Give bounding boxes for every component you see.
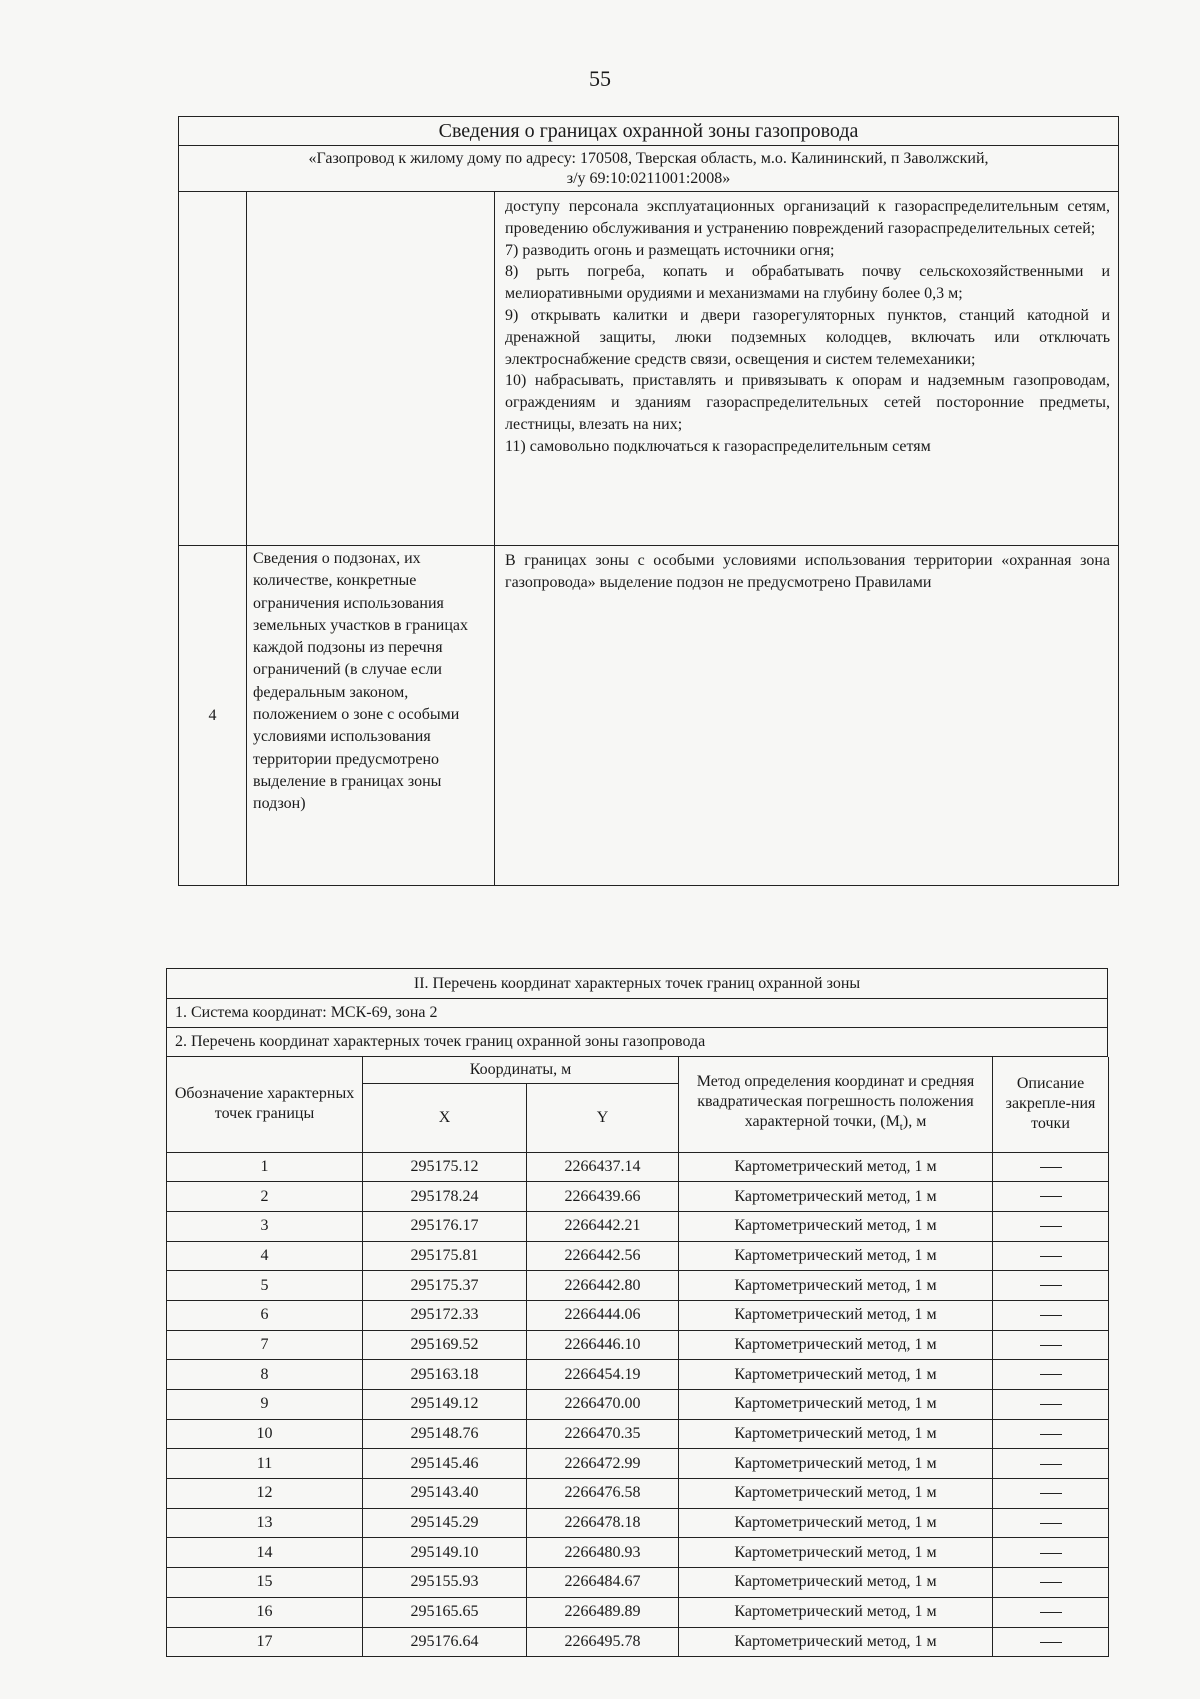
- points-list-title: 2. Перечень координат характерных точек границ охранной зоны газопровода: [167, 1028, 1108, 1057]
- empty-number-cell: [179, 192, 247, 546]
- dash-mark: [1040, 1523, 1062, 1524]
- subzones-label: Сведения о подзонах, их количестве, конкретные ограничения использования земельных участков в границах каждой подзоны из перечня ограничений (в случае если федеральным законом, положением о зоне с особыми условиями использования территории предусмотрено выделение в границах зоны подзон): [247, 546, 495, 886]
- point-description: [993, 1241, 1109, 1271]
- table-row: [167, 1211, 1109, 1241]
- table-row: [167, 1271, 1109, 1301]
- object-name: [179, 146, 1119, 192]
- point-description: [993, 1449, 1109, 1479]
- coord-y: 2266437.14: [527, 1152, 679, 1182]
- restriction-item: 7) разводить огонь и размещать источники огня;: [505, 241, 835, 259]
- table-row: [167, 1627, 1109, 1657]
- point-number: 3: [167, 1211, 363, 1241]
- point-description: [993, 1330, 1109, 1360]
- restriction-item: 9) открывать калитки и двери газорегуляторных пунктов, станций катодной и дренажной защиты, люки подземных колодцев, включать или отключать электроснабжение средств связи, освещения и систем телемеханики;: [505, 306, 1111, 368]
- point-number: 16: [167, 1597, 363, 1627]
- coord-y: 2266444.06: [527, 1300, 679, 1330]
- table-row: [167, 1360, 1109, 1390]
- coordinates-header-table: [166, 968, 1108, 1057]
- point-number: 8: [167, 1360, 363, 1390]
- coord-x: 295178.24: [363, 1182, 527, 1212]
- header-y: Y: [527, 1083, 679, 1152]
- dash-mark: [1040, 1256, 1062, 1257]
- point-description: [993, 1419, 1109, 1449]
- point-number: 17: [167, 1627, 363, 1657]
- coord-x: 295149.10: [363, 1538, 527, 1568]
- point-description: [993, 1300, 1109, 1330]
- header-coordinates: Координаты, м: [363, 1057, 679, 1083]
- coord-x: 295145.46: [363, 1449, 527, 1479]
- coord-y: 2266495.78: [527, 1627, 679, 1657]
- point-number: 10: [167, 1419, 363, 1449]
- method-cell: Картометрический метод, 1 м: [679, 1211, 993, 1241]
- method-cell: Картометрический метод, 1 м: [679, 1627, 993, 1657]
- coordinates-section-title: II. Перечень координат характерных точек границ охранной зоны: [167, 969, 1108, 999]
- method-cell: Картометрический метод, 1 м: [679, 1271, 993, 1301]
- header-designation: Обозначение характерных точек границы: [167, 1057, 363, 1152]
- point-number: 15: [167, 1568, 363, 1598]
- coord-x: 295172.33: [363, 1300, 527, 1330]
- table-row: [167, 1419, 1109, 1449]
- table-row: [167, 1449, 1109, 1479]
- coord-y: 2266472.99: [527, 1449, 679, 1479]
- method-cell: Картометрический метод, 1 м: [679, 1538, 993, 1568]
- object-name-line-1: «Газопровод к жилому дому по адресу: 170508, Тверская область, м.о. Калининский, п Заволжский,: [308, 150, 989, 167]
- coord-x: 295145.29: [363, 1508, 527, 1538]
- point-number: 12: [167, 1479, 363, 1509]
- point-number: 11: [167, 1449, 363, 1479]
- method-cell: Картометрический метод, 1 м: [679, 1597, 993, 1627]
- dash-mark: [1040, 1196, 1062, 1197]
- coord-y: 2266446.10: [527, 1330, 679, 1360]
- point-description: [993, 1152, 1109, 1182]
- point-description: [993, 1271, 1109, 1301]
- coord-y: 2266470.00: [527, 1390, 679, 1420]
- coord-x: 295175.12: [363, 1152, 527, 1182]
- dash-mark: [1040, 1315, 1062, 1316]
- point-number: 4: [167, 1241, 363, 1271]
- dash-mark: [1040, 1493, 1062, 1494]
- point-description: [993, 1568, 1109, 1598]
- method-cell: Картометрический метод, 1 м: [679, 1152, 993, 1182]
- dash-mark: [1040, 1582, 1062, 1583]
- coord-x: 295176.64: [363, 1627, 527, 1657]
- point-number: 9: [167, 1390, 363, 1420]
- point-description: [993, 1390, 1109, 1420]
- point-number: 7: [167, 1330, 363, 1360]
- coord-y: 2266476.58: [527, 1479, 679, 1509]
- coord-x: 295169.52: [363, 1330, 527, 1360]
- restriction-item: 8) рыть погреба, копать и обрабатывать почву сельскохозяйственными и мелиоративными орудиями и механизмами на глубину более 0,3 м;: [505, 263, 1111, 303]
- empty-label-cell: [247, 192, 495, 546]
- header-description: Описание закрепле-ния точки: [993, 1057, 1109, 1152]
- coord-x: 295176.17: [363, 1211, 527, 1241]
- table-row: [167, 1182, 1109, 1212]
- restriction-item: 10) набрасывать, приставлять и привязывать к опорам и надземным газопроводам, ограждениям и зданиям газораспределительных сетей посторонние предметы, лестницы, влезать на них;: [505, 372, 1111, 433]
- table-row: [167, 1300, 1109, 1330]
- method-cell: Картометрический метод, 1 м: [679, 1330, 993, 1360]
- table-row: [167, 1597, 1109, 1627]
- point-number: 5: [167, 1271, 363, 1301]
- dash-mark: [1040, 1167, 1062, 1168]
- coord-y: 2266442.80: [527, 1271, 679, 1301]
- point-number: 1: [167, 1152, 363, 1182]
- restrictions-continuation: [495, 192, 1119, 546]
- page-number: 55: [589, 66, 611, 91]
- point-number: 6: [167, 1300, 363, 1330]
- method-cell: Картометрический метод, 1 м: [679, 1419, 993, 1449]
- table-row: [167, 1538, 1109, 1568]
- header-method: Метод определения координат и средняя квадратическая погрешность положения характерной точки, $(M_t)$, м: [679, 1057, 993, 1152]
- coord-x: 295175.37: [363, 1271, 527, 1301]
- dash-mark: [1040, 1404, 1062, 1405]
- table-row: [167, 1390, 1109, 1420]
- coord-y: 2266442.21: [527, 1211, 679, 1241]
- point-description: [993, 1479, 1109, 1509]
- point-description: [993, 1597, 1109, 1627]
- method-cell: Картометрический метод, 1 м: [679, 1508, 993, 1538]
- table-row: [167, 1241, 1109, 1271]
- table-row: [167, 1152, 1109, 1182]
- point-description: [993, 1508, 1109, 1538]
- table-row: [167, 1330, 1109, 1360]
- restriction-item: доступу персонала эксплуатационных организаций к газораспределительным сетям, проведению обслуживания и устранению повреждений газораспределительных сетей;: [505, 198, 1111, 237]
- dash-mark: [1040, 1285, 1062, 1286]
- table-row: [167, 1508, 1109, 1538]
- method-cell: Картометрический метод, 1 м: [679, 1390, 993, 1420]
- dash-mark: [1040, 1464, 1062, 1465]
- method-cell: Картометрический метод, 1 м: [679, 1300, 993, 1330]
- zone-info-table: [178, 116, 1119, 886]
- point-number: 2: [167, 1182, 363, 1212]
- table-row: [167, 1479, 1109, 1509]
- dash-mark: [1040, 1374, 1062, 1375]
- dash-mark: [1040, 1226, 1062, 1227]
- dash-mark: [1040, 1642, 1062, 1643]
- point-description: [993, 1538, 1109, 1568]
- point-description: [993, 1211, 1109, 1241]
- coord-x: 295149.12: [363, 1390, 527, 1420]
- coord-y: 2266484.67: [527, 1568, 679, 1598]
- coord-x: 295163.18: [363, 1360, 527, 1390]
- method-cell: Картометрический метод, 1 м: [679, 1360, 993, 1390]
- subzones-value: В границах зоны с особыми условиями использования территории «охранная зона газопровода» выделение подзон не предусмотрено Правилами: [495, 546, 1119, 886]
- object-name-line-2: з/у 69:10:0211001:2008»: [566, 170, 731, 187]
- restriction-item: 11) самовольно подключаться к газораспределительным сетям: [505, 437, 931, 455]
- coord-x: 295143.40: [363, 1479, 527, 1509]
- point-description: [993, 1627, 1109, 1657]
- point-description: [993, 1182, 1109, 1212]
- table-row: [167, 1568, 1109, 1598]
- coord-y: 2266480.93: [527, 1538, 679, 1568]
- point-number: 14: [167, 1538, 363, 1568]
- section-title: Сведения о границах охранной зоны газопровода: [179, 117, 1119, 146]
- method-cell: Картометрический метод, 1 м: [679, 1568, 993, 1598]
- coord-y: 2266439.66: [527, 1182, 679, 1212]
- coord-x: 295175.81: [363, 1241, 527, 1271]
- point-number: 13: [167, 1508, 363, 1538]
- point-description: [993, 1360, 1109, 1390]
- method-cell: Картометрический метод, 1 м: [679, 1449, 993, 1479]
- coordinate-system: 1. Система координат: МСК-69, зона 2: [167, 999, 1108, 1028]
- method-cell: Картометрический метод, 1 м: [679, 1241, 993, 1271]
- coord-x: 295148.76: [363, 1419, 527, 1449]
- coordinates-table: [166, 1057, 1109, 1657]
- method-cell: Картометрический метод, 1 м: [679, 1182, 993, 1212]
- row-number: 4: [179, 546, 247, 886]
- coord-y: 2266454.19: [527, 1360, 679, 1390]
- method-cell: Картометрический метод, 1 м: [679, 1479, 993, 1509]
- dash-mark: [1040, 1612, 1062, 1613]
- dash-mark: [1040, 1434, 1062, 1435]
- zone-info-table-wrapper: [178, 116, 1118, 886]
- coordinates-section: [166, 968, 1108, 1657]
- coord-y: 2266470.35: [527, 1419, 679, 1449]
- coord-y: 2266478.18: [527, 1508, 679, 1538]
- coord-y: 2266489.89: [527, 1597, 679, 1627]
- coord-x: 295155.93: [363, 1568, 527, 1598]
- dash-mark: [1040, 1553, 1062, 1554]
- coord-x: 295165.65: [363, 1597, 527, 1627]
- coord-y: 2266442.56: [527, 1241, 679, 1271]
- header-x: X: [363, 1083, 527, 1152]
- dash-mark: [1040, 1345, 1062, 1346]
